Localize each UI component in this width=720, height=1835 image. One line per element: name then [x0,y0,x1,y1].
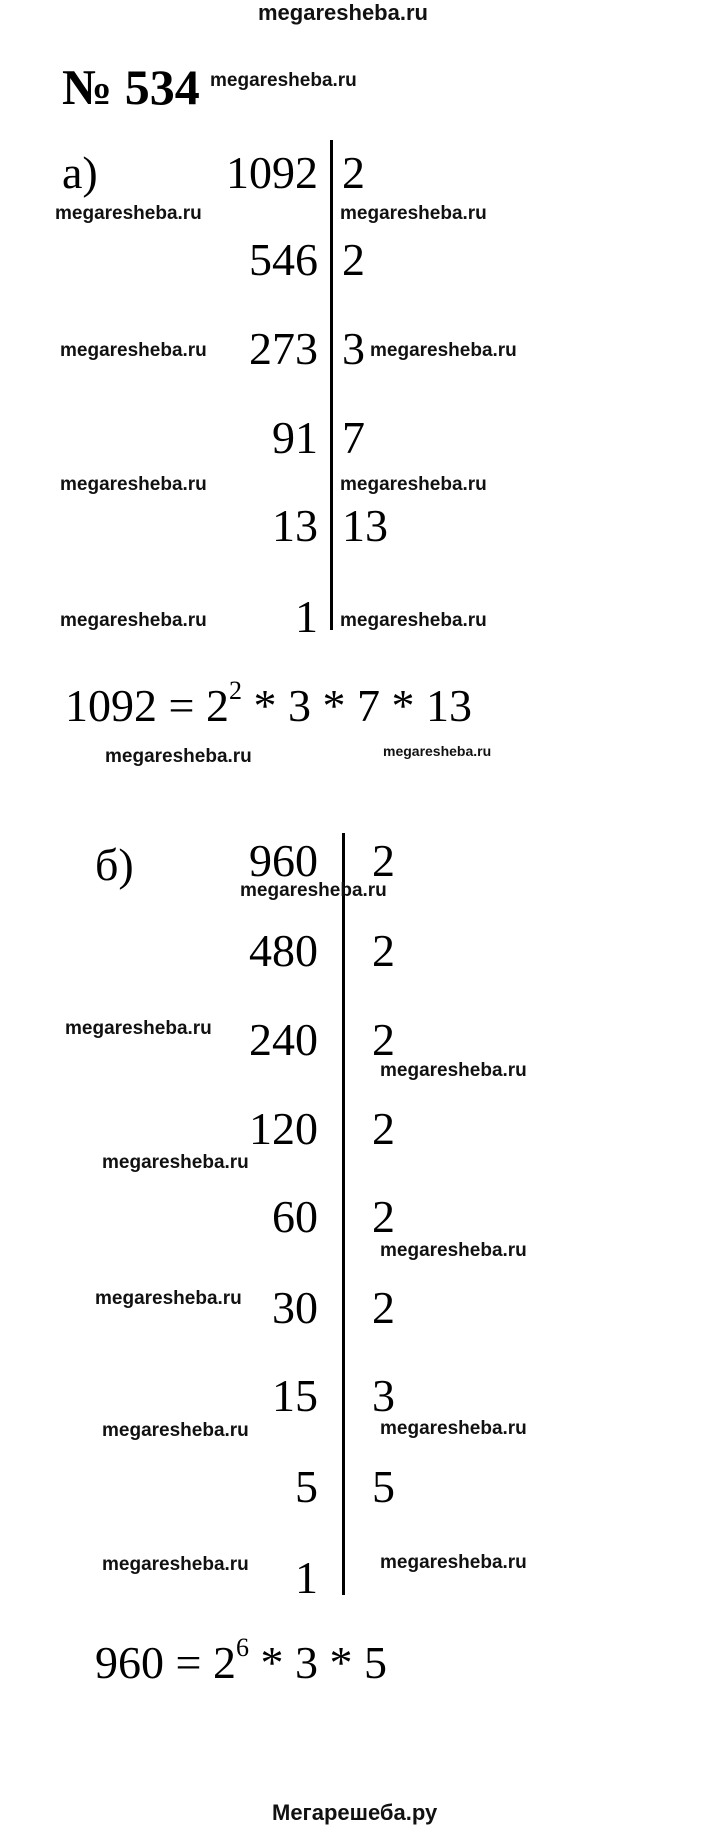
part-a-dividend: 1 [295,591,318,642]
part-a-label: а) [62,147,98,198]
part-b-label: б) [95,839,134,890]
part-a-divisor: 7 [342,412,365,463]
part-b-dividend: 30 [272,1282,318,1333]
part-b-dividend: 480 [249,925,318,976]
part-b-result-exponent: 6 [235,1633,249,1662]
part-b-dividend: 5 [295,1461,318,1512]
watermark: megaresheba.ru [240,880,387,901]
part-a-dividend: 273 [249,323,318,374]
part-a-dividend: 1092 [226,147,318,198]
watermark: megaresheba.ru [55,203,202,224]
watermark: megaresheba.ru [102,1554,249,1575]
part-b-divisor: 2 [372,925,395,976]
watermark: megaresheba.ru [380,1240,527,1261]
watermark: megaresheba.ru [340,610,487,631]
watermark: megaresheba.ru [60,474,207,495]
part-b-dividend: 1 [295,1552,318,1603]
watermark: megaresheba.ru [340,203,487,224]
watermark: megaresheba.ru [60,610,207,631]
part-b-dividend: 60 [272,1191,318,1242]
part-a-result [65,676,472,731]
watermark: megaresheba.ru [95,1288,242,1309]
part-b-divisor: 2 [372,835,395,886]
part-b-dividend: 120 [249,1103,318,1154]
watermark: megaresheba.ru [380,1060,527,1081]
part-b-dividend: 15 [272,1370,318,1421]
watermark: megaresheba.ru [370,340,517,361]
part-a-divisor: 3 [342,323,365,374]
watermark: megaresheba.ru [380,1552,527,1573]
part-b-divisor: 5 [372,1461,395,1512]
part-a-divider [330,140,333,630]
part-a-result-factors: * 3 * 7 * 13 [241,680,472,731]
watermark: megaresheba.ru [60,340,207,361]
watermark: megaresheba.ru [340,474,487,495]
part-a-result-exponent: 2 [228,676,242,705]
part-b-result [95,1633,387,1688]
part-b-divider [342,833,345,1595]
part-b-dividend: 240 [249,1014,318,1065]
part-b-divisor: 2 [372,1191,395,1242]
part-b-dividend: 960 [249,835,318,886]
watermark: megaresheba.ru [380,1418,527,1439]
part-b-divisor: 2 [372,1014,395,1065]
header-site: megaresheba.ru [258,0,428,25]
watermark: megaresheba.ru [210,70,357,91]
part-a-divisor: 13 [342,500,388,551]
watermark: megaresheba.ru [383,743,492,759]
watermark: megaresheba.ru [105,746,252,767]
part-b-divisor: 2 [372,1103,395,1154]
watermark: megaresheba.ru [102,1152,249,1173]
watermark: megaresheba.ru [65,1018,212,1039]
footer-site: Мегарешеба.ру [272,1800,438,1825]
part-b-result-base: 960 = 2 [95,1637,236,1688]
part-b-divisor: 3 [372,1370,395,1421]
part-a-dividend: 546 [249,234,318,285]
part-a-divisor: 2 [342,147,365,198]
watermark: megaresheba.ru [102,1420,249,1441]
part-a-divisor: 2 [342,234,365,285]
part-a-dividend: 91 [272,412,318,463]
part-b-divisor: 2 [372,1282,395,1333]
part-a-dividend: 13 [272,500,318,551]
problem-title: № 534 [62,59,200,115]
part-b-result-factors: * 3 * 5 [248,1637,387,1688]
part-a-result-base: 1092 = 2 [65,680,229,731]
